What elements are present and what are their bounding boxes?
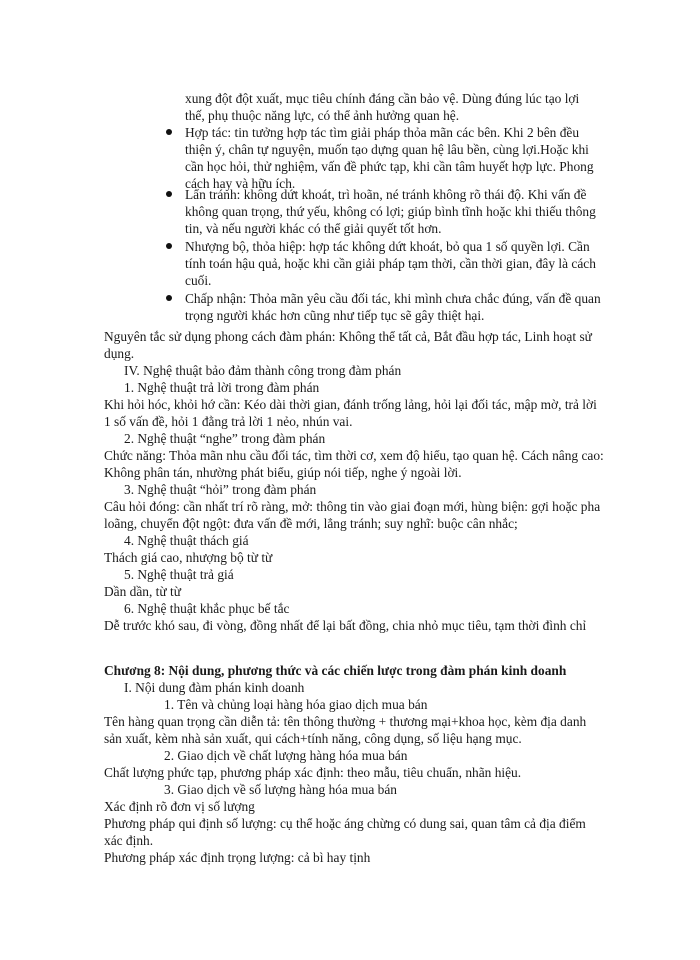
section-iv-heading: IV. Nghệ thuật bảo đảm thành công trong đàm phán <box>124 363 402 378</box>
art-body-4: Thách giá cao, nhượng bộ từ từ <box>104 550 273 565</box>
art-body-6: Dễ trước khó sau, đi vòng, đồng nhất để lại bất đồng, chia nhỏ mục tiêu, tạm thời đình chỉ <box>104 618 587 633</box>
list-item: Hợp tác: tin tưởng hợp tác tìm giải pháp thỏa mãn các bên. Khi 2 bên đều thiện ý, chân tự nguyện, muốn tạo dựng quan hệ lâu bền, cùng lợi.Hoặc khi cần học hỏi, thử nghiệm, vấn đề phức tạp, khi cần tâm huyết hợp lực. Phong cách hay và hữu ích. <box>163 124 603 186</box>
list-item: Lẩn tránh: không dứt khoát, trì hoãn, né tránh không rõ thái độ. Khi vấn đề không quan trọng, thứ yếu, không có lợi; giúp bình tĩnh hoặc khi thiếu thông tin, và nếu người khác có thể giải quyết tốt hơn. <box>163 186 603 238</box>
art-heading-1: 1. Nghệ thuật trả lời trong đàm phán <box>124 380 320 395</box>
art-heading-2: 2. Nghệ thuật “nghe” trong đàm phán <box>124 431 326 446</box>
bullet-icon <box>166 243 172 249</box>
chapter-item-body-1: Tên hàng quan trọng cần diễn tả: tên thông thường + thương mại+khoa học, kèm địa danh sản xuất, kèm nhà sản xuất, qui cách+tính năng, công dụng, số liệu hạng mục. <box>104 714 587 746</box>
art-heading-4: 4. Nghệ thuật thách giá <box>124 533 249 548</box>
art-heading-3: 3. Nghệ thuật “hỏi” trong đàm phán <box>124 482 317 497</box>
art-heading-5: 5. Nghệ thuật trả giá <box>124 567 234 582</box>
bullet-icon <box>166 191 172 197</box>
chapter-item-body-3: Xác định rõ đơn vị số lượng <box>104 799 255 814</box>
style-list <box>163 124 603 324</box>
list-item: Nhượng bộ, thỏa hiệp: hợp tác không dứt khoát, bỏ qua 1 số quyền lợi. Cần tính toán hậu quả, hoặc khi cần giải pháp tạm thời, cần thời gian, đây là cách cuối. <box>163 238 603 290</box>
chapter-item-heading-1: 1. Tên và chủng loại hàng hóa giao dịch mua bán <box>164 697 428 712</box>
intro-continuation: xung đột đột xuất, mục tiêu chính đáng cần bảo vệ. Dùng đúng lúc tạo lợi thế, phụ thuộc năng lực, có thể ảnh hưởng quan hệ. <box>185 91 580 123</box>
principle-text: Nguyên tắc sử dụng phong cách đàm phán: Không thể tất cả, Bắt đầu hợp tác, Linh hoạt sử dụng. <box>104 329 592 361</box>
bullet-icon <box>166 129 172 135</box>
art-body-5: Dần dần, từ từ <box>104 584 181 599</box>
chapter-item-heading-2: 2. Giao dịch về chất lượng hàng hóa mua bán <box>164 748 408 763</box>
art-body-3: Câu hỏi đóng: cần nhất trí rõ ràng, mở: thông tin vào giai đoạn mới, hùng biện: gợi hoặc pha loãng, chuyển đột ngột: đưa vấn đề mới, lẳng tránh; suy nghĩ: buộc cân nhắc; <box>104 499 601 531</box>
chapter-title: Chương 8: Nội dung, phương thức và các chiến lược trong đàm phán kinh doanh <box>104 663 567 678</box>
chapter-item-body-2: Chất lượng phức tạp, phương pháp xác định: theo mẫu, tiêu chuẩn, nhãn hiệu. <box>104 765 522 780</box>
bullet-icon <box>166 295 172 301</box>
art-body-2: Chức năng: Thỏa mãn nhu cầu đối tác, tìm thời cơ, xem độ hiểu, tạo quan hệ. Cách nâng cao: Không phân tán, nhường phát biểu, giúp nói tiếp, nghe ý ngoài lời. <box>104 448 604 480</box>
quantity-method-text: Phương pháp qui định số lượng: cụ thể hoặc áng chừng có dung sai, quan tâm cả địa điểm xác định. <box>104 816 586 848</box>
art-body-1: Khi hỏi hóc, khỏi hớ cần: Kéo dài thời gian, đánh trống lảng, hỏi lại đối tác, mập mờ, trả lời 1 số vấn đề, hỏi 1 đằng trả lời 1 nẻo, nhún vai. <box>104 397 597 429</box>
chapter-item-heading-3: 3. Giao dịch về số lượng hàng hóa mua bán <box>164 782 398 797</box>
weight-method-text: Phương pháp xác định trọng lượng: cả bì hay tịnh <box>104 850 371 865</box>
art-heading-6: 6. Nghệ thuật khắc phục bế tắc <box>124 601 290 616</box>
chapter-section-heading: I. Nội dung đàm phán kinh doanh <box>124 680 305 695</box>
list-item: Chấp nhận: Thỏa mãn yêu cầu đối tác, khi mình chưa chắc đúng, vấn đề quan trọng người khác hơn cũng như tiếp tục sẽ gây thiệt hại. <box>163 290 603 324</box>
